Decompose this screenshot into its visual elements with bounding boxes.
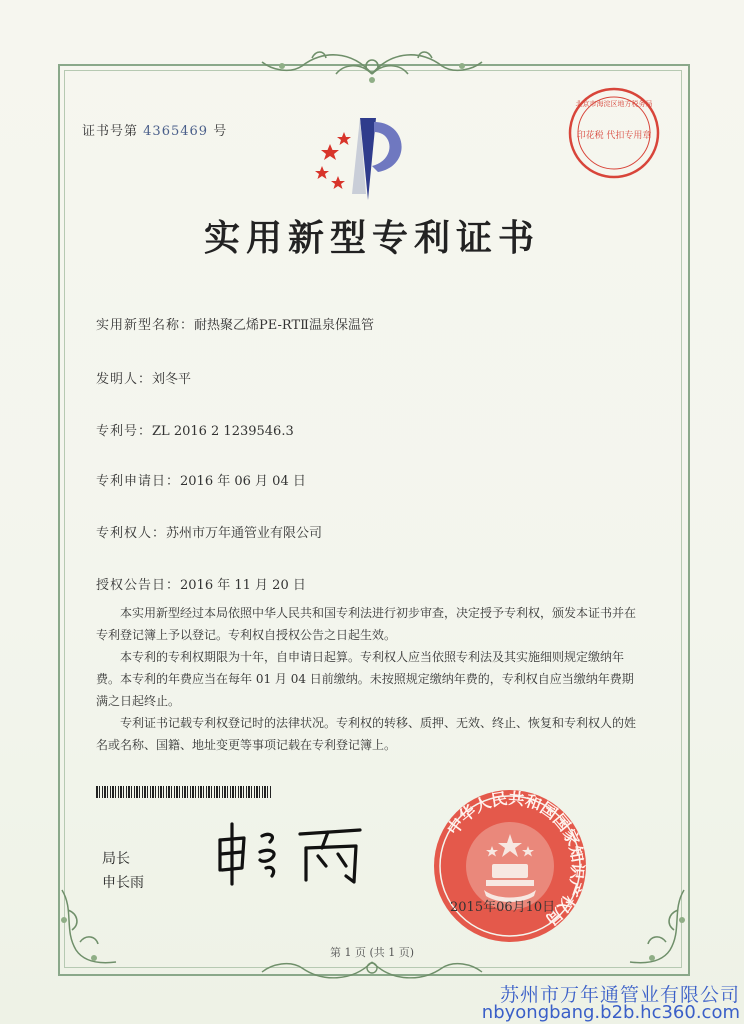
patent-office-logo-icon	[308, 110, 418, 205]
patent-holder	[96, 522, 322, 541]
barcode-icon	[96, 786, 272, 798]
director-title: 局长	[102, 851, 130, 867]
body-paragraph: 本实用新型经过本局依照中华人民共和国专利法进行初步审查，决定授予专利权，颁发本证书并在专利登记簿上予以登记。专利权自授权公告之日起生效。	[96, 606, 637, 642]
page-number: 第 1 页 (共 1 页)	[329, 946, 415, 959]
certificate-number	[82, 120, 227, 139]
patent-holder-value: 苏州市万年通管业有限公司	[166, 526, 323, 541]
tax-seal-center-text: 印花税 代扣专用章	[576, 131, 652, 141]
filing-date	[96, 470, 306, 489]
patent-number-value: ZL 2016 2 1239546.3	[152, 424, 294, 439]
patent-holder-label: 专利权人：	[96, 526, 167, 541]
seal-ring-text: 中华人民共和国国家知识产权局	[443, 788, 588, 930]
filing-date-value: 2016 年 06 月 04 日	[180, 474, 306, 489]
body-paragraph: 本专利的专利权期限为十年，自申请日起算。专利权人应当依照专利法及其实施细则规定缴纳年费。本专利的年费应当在每年 01 月 04 日前缴纳。未按照规定缴纳年费的，专利权自应当缴纳年费期满之日起终止。	[96, 650, 634, 708]
certificate-body	[96, 602, 636, 756]
state-ip-office-seal-icon	[430, 786, 590, 946]
watermark-site: nbyongbang.b2b.hc360.com	[481, 1002, 740, 1023]
watermark-company: 苏州市万年通管业有限公司	[499, 984, 740, 1006]
grant-date-value: 2016 年 11 月 20 日	[180, 578, 306, 593]
grant-date	[96, 574, 306, 593]
tax-seal-icon	[565, 84, 663, 182]
certificate-title: 实用新型专利证书	[203, 217, 540, 259]
director-name: 申长雨	[102, 875, 144, 891]
grant-date-label: 授权公告日：	[96, 578, 181, 593]
director-signature-icon	[210, 818, 370, 888]
patent-number	[96, 420, 294, 439]
certificate-number-label: 证书号第	[82, 124, 139, 139]
inventor-value: 刘冬平	[152, 372, 192, 387]
inventor	[96, 368, 191, 387]
tax-seal-ring-text: 北京市海淀区地方税务局	[575, 100, 653, 108]
inventor-label: 发明人：	[96, 372, 153, 387]
patent-number-label: 专利号：	[96, 424, 153, 439]
certificate-number-suffix: 号	[213, 124, 228, 139]
body-paragraph: 专利证书记载专利权登记时的法律状况。专利权的转移、质押、无效、终止、恢复和专利权人的姓名或名称、国籍、地址变更等事项记载在专利登记簿上。	[96, 716, 637, 752]
utility-model-name	[96, 314, 374, 333]
seal-date: 2015年06月10日	[450, 900, 556, 915]
filing-date-label: 专利申请日：	[96, 474, 181, 489]
certificate-number-value: 4365469	[143, 124, 209, 139]
ornament-top-icon	[252, 44, 492, 88]
utility-model-name-value: 耐热聚乙烯PE-RTⅡ温泉保温管	[194, 318, 374, 333]
utility-model-name-label: 实用新型名称：	[96, 318, 195, 333]
